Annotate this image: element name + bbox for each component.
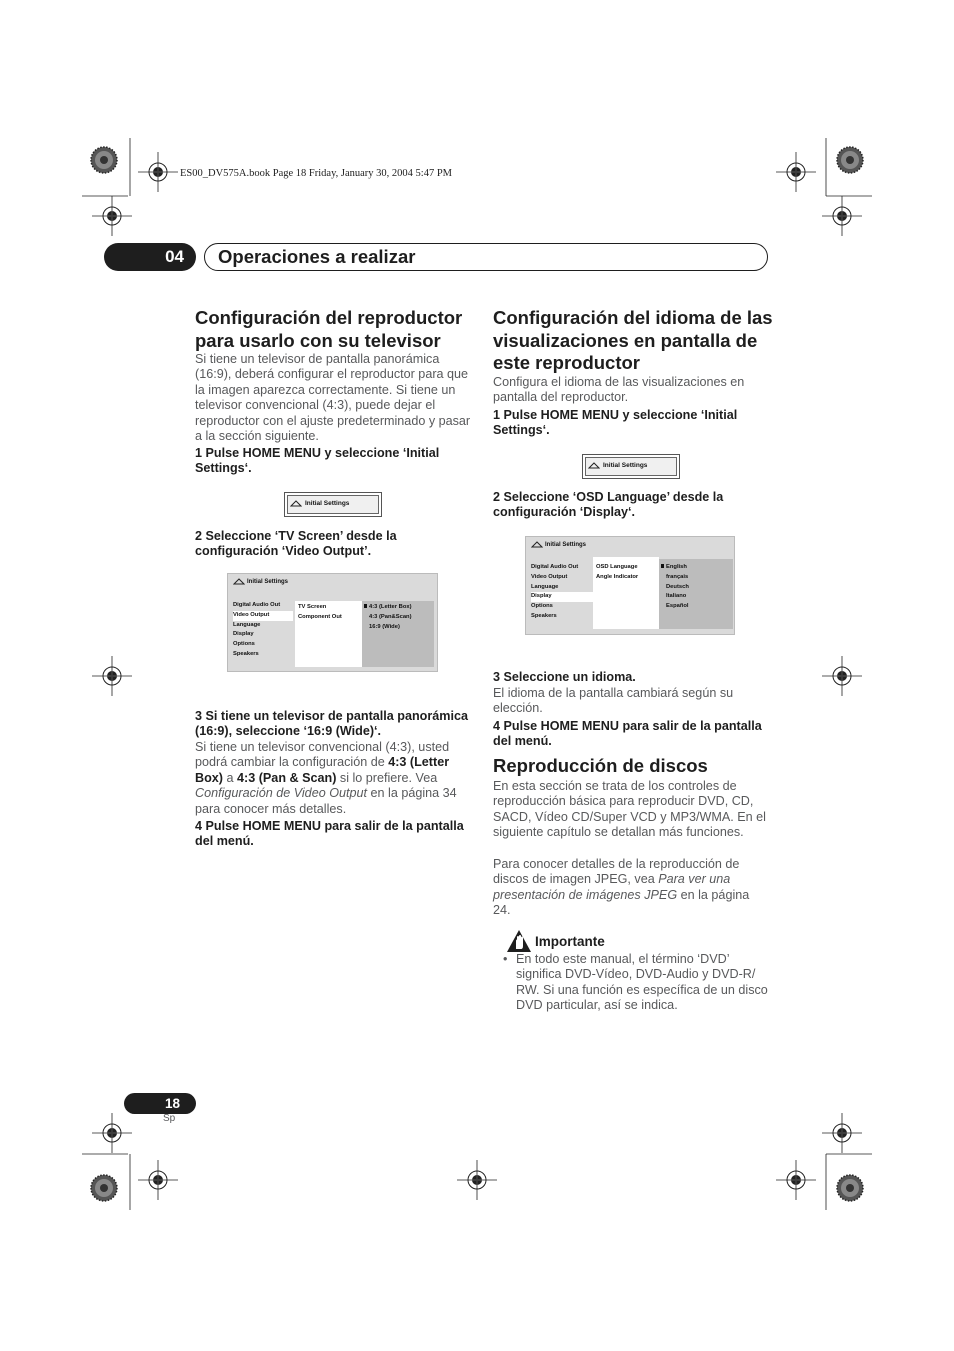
tv-step-3-text: Si tiene un televisor convencional (4:3), usted podrá cambiar la configuración de 4:3 (Letter Box) a 4:3 (Pan & Scan) si lo prefiere. Vea Configuración de Video Output en la página 34 para conocer más detalles. [195,740,457,816]
osd-menu-item: Digital Audio Out [233,602,281,608]
osd-menu-list [233,601,293,660]
osd-step-2: 2 Seleccione ‘OSD Language’ desde la configuración ‘Display‘. [493,490,724,520]
osd-menu-item: Speakers [531,612,557,619]
settings-icon [588,462,600,470]
osd-value: Español [666,603,689,610]
osd-value: 4:3 (Pan&Scan) [369,613,412,620]
section-heading-osd-language: Configuración del idioma de las visualizaciones en pantalla de este reproductor [493,307,773,373]
chapter-title: Operaciones a realizar [218,246,416,267]
tv-step-3: 3 Si tiene un televisor de pantalla panorámica (16:9), seleccione ‘16:9 (Wide)‘. [195,709,468,739]
osd-menu-item: Speakers [233,650,259,657]
osd-header: Initial Settings [247,579,289,585]
osd-mid-panel [593,557,659,629]
page-number: 18 [124,1093,196,1114]
osd-mid-panel [295,601,362,667]
osd-right-panel [362,601,434,667]
settings-icon [290,500,302,508]
osd-option: OSD Language [596,564,638,570]
print-header: ES00_DV575A.book Page 18 Friday, January 30, 2004 5:47 PM [180,168,453,179]
osd-intro: Configura el idioma de las visualizaciones en pantalla del reproductor. [493,375,745,405]
osd-menu-item: Video Output [531,573,568,580]
osd-menu-item: Display [531,592,593,602]
osd-menu-item: Language [531,583,559,590]
osd-menu-item: Language [233,621,261,628]
osd-value: Italiano [666,593,687,600]
important-bullet: • [503,952,508,966]
settings-icon [531,541,543,549]
tv-intro: Si tiene un televisor de pantalla panorámica (16:9), deberá configurar el reproductor para que la imagen aparezca correctamente. Si tiene un televisor convencional (4:3), puede dejar el reproductor con el ajuste predeterminado y pasar a la sección siguiente. [195,352,471,444]
osd-value: Deutsch [666,583,689,590]
osd-screen-video-output [227,573,438,672]
tv-step-2: 2 Seleccione ‘TV Screen’ desde la configuración ‘Video Output’. [195,529,397,559]
osd-menu-item: Options [531,603,553,610]
tv-step-1: 1 Pulse HOME MENU y seleccione ‘Initial Settings‘. [195,446,440,476]
chapter-number: 04 [104,243,196,271]
settings-icon [233,578,245,586]
osd-value-selected: English [661,563,689,573]
osd-option: TV Screen [298,604,327,610]
osd-right-panel [659,559,733,629]
playback-paragraph-1: En esta sección se trata de los controles de reproducción básica para reproducir DVD, CD, SACD, Vídeo CD/Super VCD y MP3/WMA. En el siguiente capítulo se detallan más funciones. [493,779,766,840]
osd-option: Angle Indicator [596,573,639,580]
osd-option: Component Out [298,613,342,620]
osd-initial-settings-label: Initial Settings [603,462,648,469]
warning-hand-icon [506,929,532,953]
tv-step-4: 4 Pulse HOME MENU para salir de la pantalla del menú. [195,819,464,849]
osd-step-4: 4 Pulse HOME MENU para salir de la pantalla del menú. [493,719,762,749]
osd-initial-settings-label: Initial Settings [305,500,350,507]
section-heading-tv: Configuración del reproductor para usarlo con su televisor [195,307,463,351]
important-text: En todo este manual, el término ‘DVD’ significa DVD-Vídeo, DVD-Audio y DVD-R/ RW. Si una función es específica de un disco DVD particular, así se indica. [516,952,768,1013]
selected-marker-icon [661,564,664,568]
section-heading-playback: Reproducción de discos [493,755,708,776]
osd-value: français [666,573,689,580]
osd-step-1: 1 Pulse HOME MENU y seleccione ‘Initial Settings‘. [493,408,738,438]
osd-header: Initial Settings [545,542,587,548]
osd-menu-list [531,563,593,622]
osd-menu-item: Display [233,631,254,638]
osd-step-3-text: El idioma de la pantalla cambiará según su elección. [493,686,734,716]
osd-menu-item: Digital Audio Out [531,564,579,570]
playback-paragraph-2: Para conocer detalles de la reproducción de discos de imagen JPEG, vea Para ver una presentación de imágenes JPEG en la página 24. [493,857,750,918]
selected-marker-icon [364,604,367,608]
important-title: Importante [535,934,605,949]
osd-initial-settings-button [582,454,680,479]
osd-screen-display [525,536,735,635]
osd-menu-item: Video Output [233,611,293,621]
osd-menu-item: Options [233,641,255,648]
language-code: Sp [163,1113,176,1124]
osd-value-selected: 4:3 (Letter Box) [364,603,412,613]
osd-step-3: 3 Seleccione un idioma. [493,670,636,684]
osd-value: 16:9 (Wide) [369,623,400,630]
osd-initial-settings-button [284,492,382,517]
